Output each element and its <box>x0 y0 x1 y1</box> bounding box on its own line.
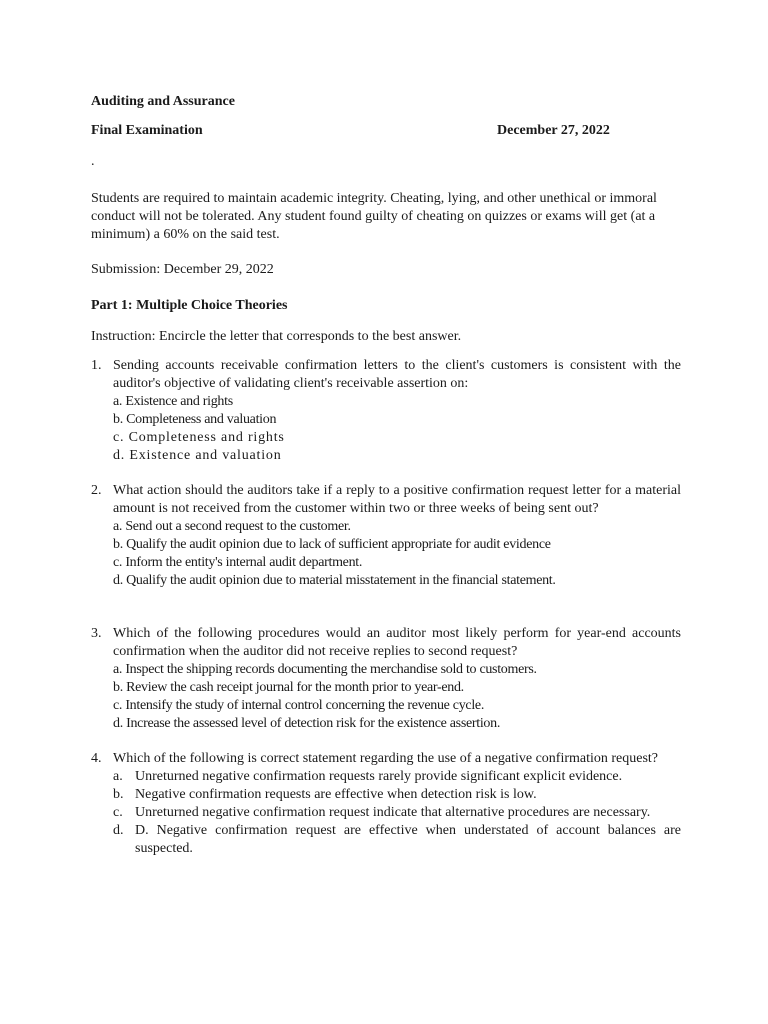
submission-date: Submission: December 29, 2022 <box>91 262 274 277</box>
option-text: Unreturned negative confirmation requests rarely provide significant explicit evidence. <box>135 769 623 784</box>
option-text: Unreturned negative confirmation request indicate that alternative procedures are necessary. <box>135 805 651 820</box>
option-letter: a. <box>113 769 123 784</box>
option-letter: c. <box>113 805 123 820</box>
option-c: c. Inform the entity's internal audit department. <box>113 555 363 570</box>
instruction-text: Instruction: Encircle the letter that corresponds to the best answer. <box>91 329 462 344</box>
question-number: 2. <box>91 483 102 498</box>
option-a <box>113 768 681 786</box>
question-number: 1. <box>91 358 102 373</box>
question-number: 4. <box>91 751 102 766</box>
option-b: b. Qualify the audit opinion due to lack of sufficient appropriate for audit evidence <box>113 537 551 552</box>
option-c <box>113 804 681 822</box>
question-number: 3. <box>91 626 102 641</box>
option-text: D. Negative confirmation request are effective when understated of account balances are suspected. <box>135 823 681 856</box>
question-1 <box>91 357 681 465</box>
option-c: c. Intensify the study of internal control concerning the revenue cycle. <box>113 698 485 713</box>
question-text: What action should the auditors take if a reply to a positive confirmation request letter for a material amount is not received from the customer within two or three weeks of being sent out? <box>113 483 681 516</box>
integrity-notice: Students are required to maintain academic integrity. Cheating, lying, and other unethical or immoral conduct will not be tolerated. Any student found guilty of cheating on quizzes or exams will get (at a minimum) a 60% on the said test. <box>91 191 657 242</box>
exam-title: Final Examination <box>91 123 203 138</box>
option-letter: b. <box>113 787 124 802</box>
exam-date: December 27, 2022 <box>497 123 610 138</box>
course-title: Auditing and Assurance <box>91 94 235 109</box>
option-b: b. Review the cash receipt journal for the month prior to year-end. <box>113 680 464 695</box>
option-b <box>113 786 681 804</box>
option-d: d. Existence and valuation <box>113 448 282 463</box>
question-4 <box>91 750 681 858</box>
question-2 <box>91 482 681 590</box>
question-3 <box>91 625 681 733</box>
question-text: Sending accounts receivable confirmation letters to the client's customers is consistent with the auditor's objective of validating client's receivable assertion on: <box>113 358 681 391</box>
option-d: d. Increase the assessed level of detection risk for the existence assertion. <box>113 716 501 731</box>
question-text: Which of the following is correct statement regarding the use of a negative confirmation request? <box>113 751 659 766</box>
option-d <box>113 822 681 858</box>
option-d: d. Qualify the audit opinion due to material misstatement in the financial statement. <box>113 573 556 588</box>
part-heading: Part 1: Multiple Choice Theories <box>91 298 288 313</box>
option-b: b. Completeness and valuation <box>113 412 277 427</box>
option-a: a. Send out a second request to the customer. <box>113 519 351 534</box>
option-letter: d. <box>113 823 124 838</box>
option-a: a. Existence and rights <box>113 394 233 409</box>
question-text: Which of the following procedures would an auditor most likely perform for year-end accounts confirmation when the auditor did not receive replies to second request? <box>113 626 681 659</box>
option-text: Negative confirmation requests are effective when detection risk is low. <box>135 787 537 802</box>
option-a: a. Inspect the shipping records documenting the merchandise sold to customers. <box>113 662 537 677</box>
option-c: c. Completeness and rights <box>113 430 285 445</box>
stray-dot: . <box>91 154 95 169</box>
